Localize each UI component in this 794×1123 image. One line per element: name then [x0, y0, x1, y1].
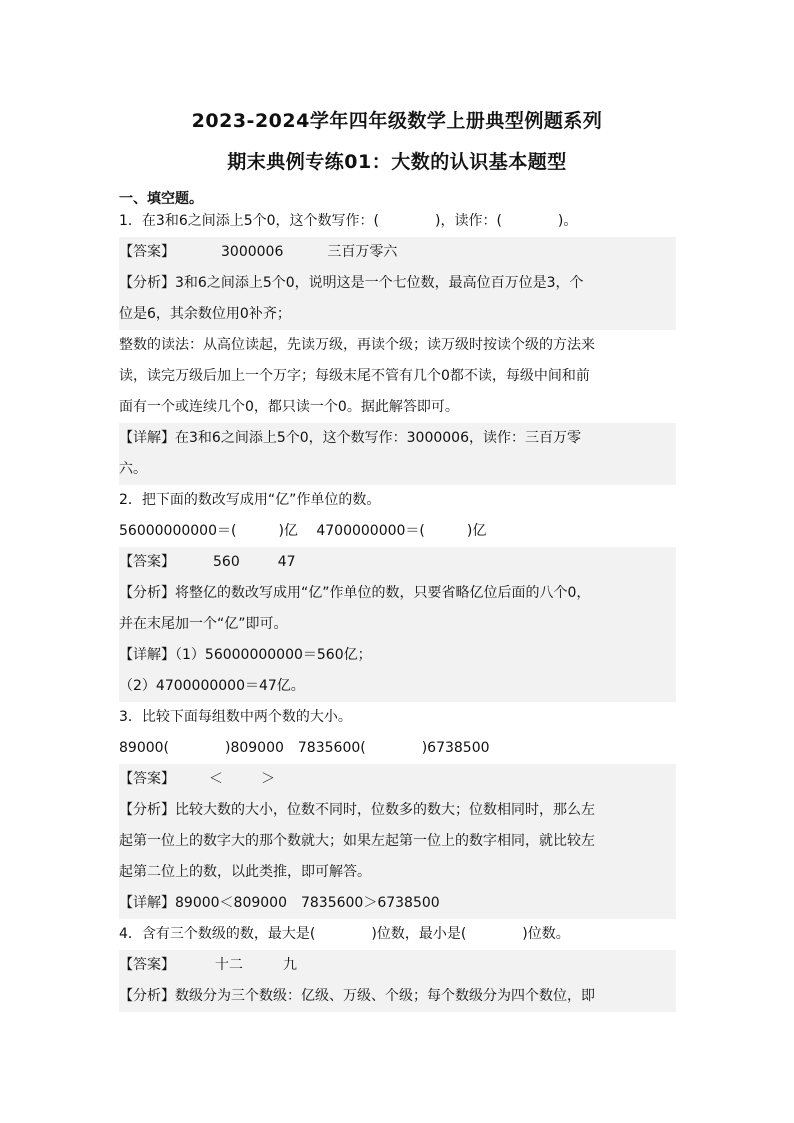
analysis-line: 并在末尾加一个“亿”即可。: [119, 616, 288, 632]
questions-content: [119, 206, 676, 1012]
document-title: 2023-2024学年四年级数学上册典型例题系列: [191, 110, 603, 132]
answer-value-a: ＜: [209, 771, 223, 787]
analysis-line: 起第一位上的数字大的那个数就大；如果左起第一位上的数字相同，就比较左: [119, 833, 595, 849]
question-2-blanks: 56000000000＝( )亿 4700000000＝( )亿: [119, 523, 487, 539]
question-4: 4．含有三个数级的数，最大是( )位数，最小是( )位数。: [119, 926, 570, 942]
answer-value-b: 47: [277, 554, 296, 570]
detail-line: 【详解】（1）56000000000＝560亿；: [119, 647, 372, 663]
analysis-line: 面有一个或连续几个0，都只读一个0。据此解答即可。: [119, 399, 459, 415]
analysis-line: 起第二位上的数，以此类推，即可解答。: [119, 864, 371, 880]
answer-value-a: 3000006: [221, 244, 284, 260]
answer-line-3: [119, 764, 676, 795]
detail-line: 【详解】在3和6之间添上5个0，这个数写作：3000006，读作：三百万零: [119, 430, 581, 446]
answer-line-2: [119, 547, 676, 578]
analysis-line: 【分析】数级分为三个数级：亿级、万级、个级；每个数级分为四个数位，即: [119, 988, 595, 1004]
solution-block-2: [119, 547, 676, 702]
answer-tag: 【答案】: [119, 244, 175, 260]
answer-line-1: [119, 237, 676, 268]
analysis-line: 【分析】比较大数的大小，位数不同时，位数多的数大；位数相同时，那么左: [119, 802, 595, 818]
answer-line-4: [119, 950, 676, 981]
analysis-line: 位是6，其余数位用0补齐；: [119, 306, 291, 322]
answer-value-b: 三百万零六: [327, 244, 398, 260]
answer-tag: 【答案】: [119, 957, 175, 973]
detail-line: 六。: [119, 461, 147, 477]
section-heading: 一、填空题。: [119, 191, 203, 207]
solution-block-1: [119, 237, 676, 330]
solution-block-4: [119, 950, 676, 1012]
document-subtitle: 期末典例专练01：大数的认识基本题型: [227, 151, 567, 173]
answer-tag: 【答案】: [119, 771, 175, 787]
answer-value-b: ＞: [261, 771, 275, 787]
question-3: 3．比较下面每组数中两个数的大小。: [119, 709, 352, 725]
answer-tag: 【答案】: [119, 554, 175, 570]
detail-block-1: [119, 423, 676, 485]
answer-value-a: 十二: [215, 957, 243, 973]
answer-value-b: 九: [283, 957, 297, 973]
question-2: 2．把下面的数改写成用“亿”作单位的数。: [119, 492, 381, 508]
question-1: 1．在3和6之间添上5个0，这个数写作：( )，读作：( )。: [119, 213, 578, 229]
analysis-line: 【分析】将整亿的数改写成用“亿”作单位的数，只要省略亿位后面的八个0，: [119, 585, 591, 601]
analysis-line: 【分析】3和6之间添上5个0，说明这是一个七位数，最高位百万位是3，个: [119, 275, 584, 291]
analysis-line: 整数的读法：从高位读起，先读万级，再读个级；读万级时按读个级的方法来: [119, 337, 595, 353]
detail-line: 【详解】89000＜809000 7835600＞6738500: [119, 895, 440, 911]
question-3-blanks: 89000( )809000 7835600( )6738500: [119, 740, 490, 756]
analysis-line: 读，读完万级后加上一个万字；每级末尾不管有几个0都不读，每级中间和前: [119, 368, 590, 384]
answer-value-a: 560: [213, 554, 240, 570]
detail-line: （2）4700000000＝47亿。: [119, 678, 305, 694]
solution-block-3: [119, 764, 676, 919]
